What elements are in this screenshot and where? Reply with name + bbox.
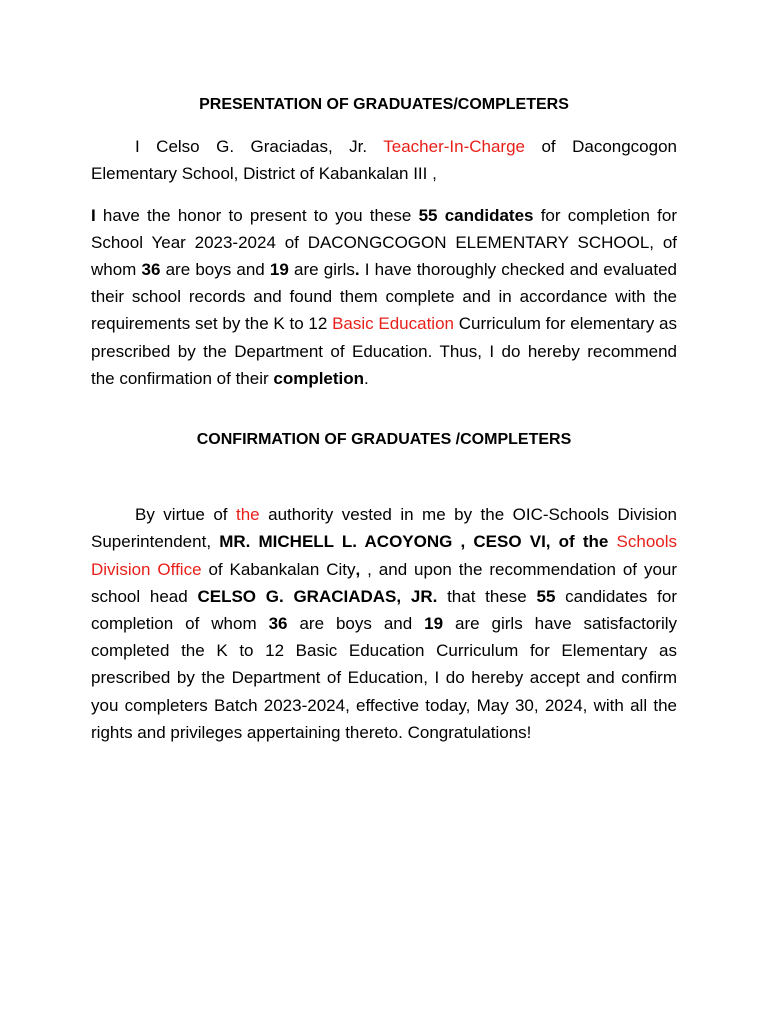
confirm-text-4: of Kabankalan City bbox=[201, 559, 356, 579]
confirm-text-8: are boys and bbox=[287, 614, 425, 634]
present-text-5: I have thoroughly checked and evaluated their school records and found them complete and in accordance with the requirements set by the K to 12 bbox=[91, 260, 677, 334]
confirm-text-6: that these bbox=[437, 586, 537, 606]
candidates-count: 55 candidates bbox=[418, 205, 534, 225]
present-text-2: for completion for School Year 2023-2024 of DACONGCOGON ELEMENTARY SCHOOL, of whom bbox=[91, 205, 677, 280]
confirm-text-5: , and upon the recommendation of your school head bbox=[91, 559, 678, 606]
confirm-girls-count: 19 bbox=[424, 614, 444, 634]
girls-count: 19 bbox=[269, 260, 289, 280]
document-content bbox=[91, 91, 677, 746]
superintendent-name: MR. MICHELL L. ACOYONG , CESO VI, of the bbox=[219, 532, 609, 552]
present-text-1: have the honor to present to you these bbox=[95, 205, 419, 225]
confirm-text-7: candidates for completion of whom bbox=[91, 586, 677, 634]
lead-i: I bbox=[91, 205, 96, 225]
presentation-heading: PRESENTATION OF GRADUATES/COMPLETERS bbox=[199, 96, 569, 113]
present-text-6: Curriculum for elementary as prescribed by the Department of Education. Thus, I do hereby recommend the confirmation of their bbox=[91, 314, 677, 388]
confirm-boys-count: 36 bbox=[268, 614, 288, 634]
the-highlight: the bbox=[236, 505, 260, 525]
confirm-text-9: are girls have satisfactorily completed the K to 12 Basic Education Curriculum for Elementary as prescribed by the Department of Education, I do hereby accept and confirm you completers Batch 2023-2024, effective today, May 30, 2024, with all the rights and privileges appertaining thereto. Congratulations! bbox=[91, 614, 677, 742]
present-text-7: . bbox=[364, 368, 369, 388]
bold-period: . bbox=[354, 260, 360, 280]
confirm-text-3 bbox=[608, 532, 616, 551]
school-head-name: CELSO G. GRACIADAS, JR. bbox=[197, 586, 438, 606]
basic-education-highlight: Basic Education bbox=[332, 314, 454, 334]
teacher-in-charge-highlight: Teacher-In-Charge bbox=[383, 137, 525, 157]
intro-text-1: I Celso G. Graciadas, Jr. bbox=[135, 137, 384, 157]
schools-division-office-highlight: Schools Division Office bbox=[91, 532, 678, 579]
bold-comma: , bbox=[355, 559, 361, 579]
present-text-3: are boys and bbox=[160, 260, 270, 280]
confirm-text-2: authority vested in me by the OIC-Schools Division Superintendent, bbox=[91, 505, 677, 552]
confirmation-heading: CONFIRMATION OF GRADUATES /COMPLETERS bbox=[196, 431, 572, 449]
boys-count: 36 bbox=[141, 260, 161, 280]
presentation-body-paragraph bbox=[91, 202, 677, 392]
confirm-candidates-count: 55 bbox=[536, 586, 556, 606]
present-text-4: are girls bbox=[288, 260, 355, 280]
completion-word: completion bbox=[273, 368, 365, 388]
intro-text-2: of Dacongcogon Elementary School, District of Kabankalan III , bbox=[91, 137, 677, 184]
confirmation-body-paragraph bbox=[91, 501, 677, 746]
confirm-text-1: By virtue of bbox=[135, 505, 236, 525]
presentation-intro-paragraph bbox=[91, 133, 677, 187]
